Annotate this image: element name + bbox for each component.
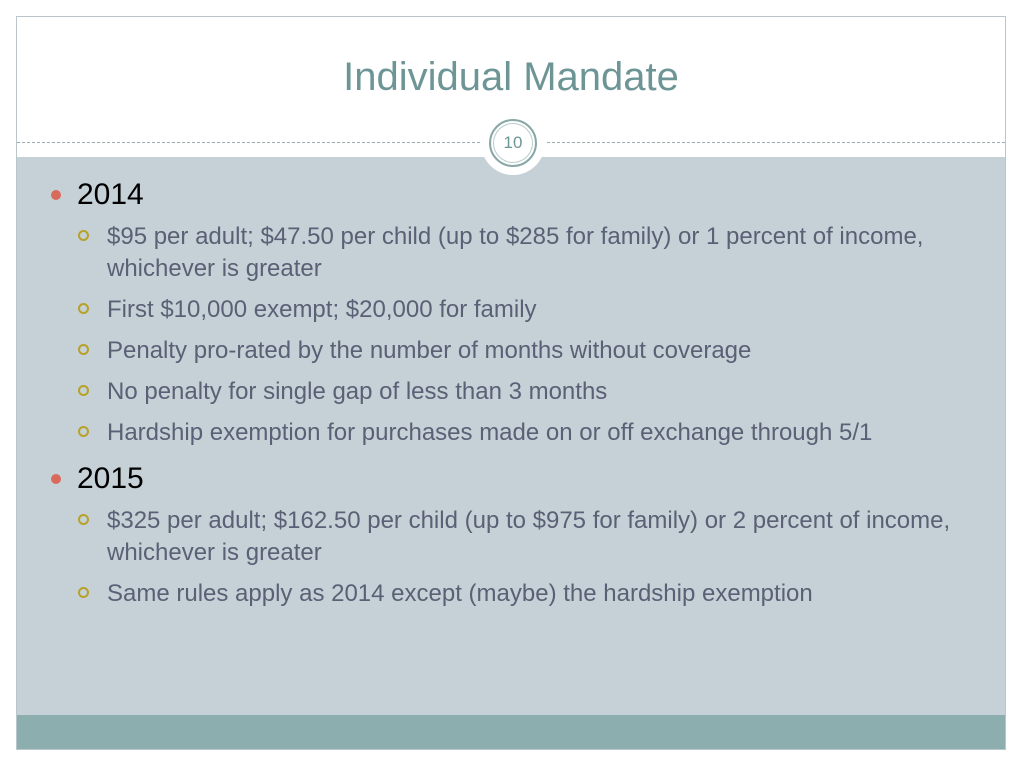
bullet-ring-icon <box>78 385 89 396</box>
bullet-heading-2015 <box>77 461 1005 497</box>
footer-bar <box>17 715 1005 749</box>
list-item <box>107 221 965 285</box>
list-item <box>107 505 965 569</box>
list-item <box>107 417 965 449</box>
bullet-ring-icon <box>78 587 89 598</box>
list-item-text: Hardship exemption for purchases made on or off exchange through 5/1 <box>107 419 873 446</box>
list-item <box>107 294 965 326</box>
list-item-text: First $10,000 exempt; $20,000 for family <box>107 296 537 323</box>
page-number-ring <box>489 119 537 167</box>
bullet-ring-icon <box>78 230 89 241</box>
section-heading: 2014 <box>77 178 144 211</box>
bullet-ring-icon <box>78 426 89 437</box>
bullet-ring-icon <box>78 303 89 314</box>
page-number: 10 <box>503 133 523 152</box>
list-item-text: Penalty pro-rated by the number of months without coverage <box>107 337 752 364</box>
bullet-ring-icon <box>78 344 89 355</box>
list-item <box>107 335 965 367</box>
list-item-text: $325 per adult; $162.50 per child (up to $975 for family) or 2 percent of income, whichever is greater <box>107 507 951 566</box>
list-item <box>107 578 965 610</box>
list-item-text: Same rules apply as 2014 except (maybe) the hardship exemption <box>107 580 813 607</box>
page-number-badge <box>481 111 545 175</box>
bullet-dot-icon <box>51 474 61 484</box>
list-item-text: $95 per adult; $47.50 per child (up to $285 for family) or 1 percent of income, whichever is greater <box>107 223 924 282</box>
slide <box>16 16 1006 750</box>
list-item-text: No penalty for single gap of less than 3 months <box>107 378 608 405</box>
slide-title: Individual Mandate <box>343 55 679 99</box>
section-heading: 2015 <box>77 462 144 495</box>
bullet-dot-icon <box>51 190 61 200</box>
list-item <box>107 376 965 408</box>
bullet-ring-icon <box>78 514 89 525</box>
bullet-list <box>17 177 1005 610</box>
bullet-heading-2014 <box>77 177 1005 213</box>
